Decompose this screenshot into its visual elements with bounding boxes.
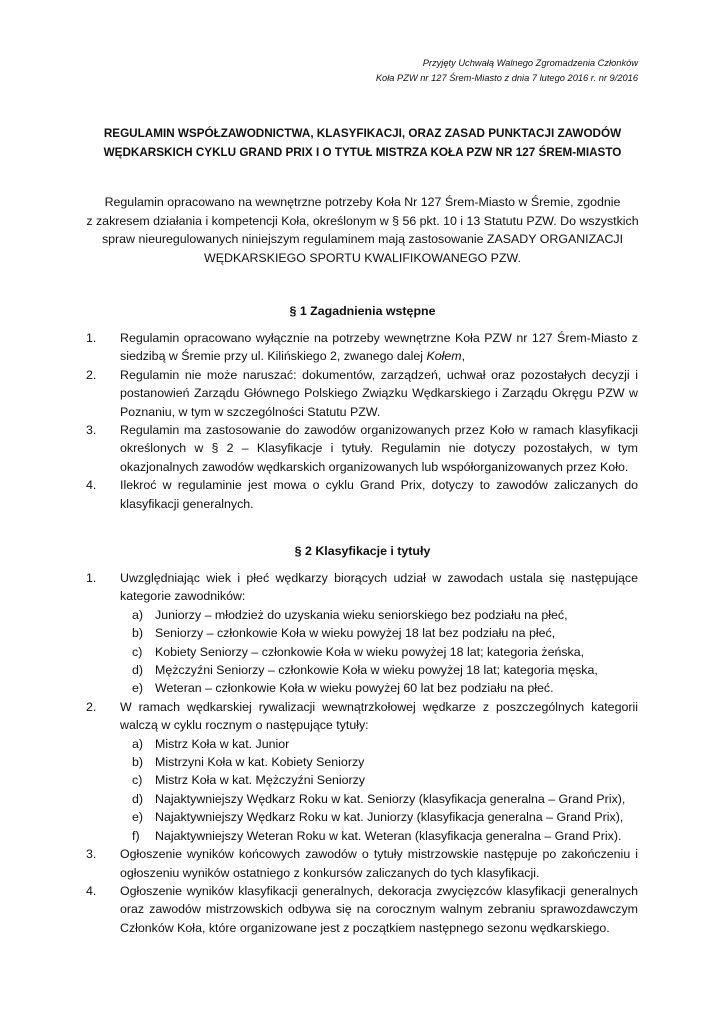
sub-item-text: Juniorzy – młodzież do uzyskania wieku seniorskiego bez podziału na płeć, [155, 607, 568, 622]
intro-line-2: z zakresem działania i kompetencji Koła, określonym w § 56 pkt. 10 i 13 Statutu PZW. Do wszystkich [86, 213, 639, 228]
list-item [80, 329, 638, 366]
adoption-note-line-2: Koła PZW nr 127 Śrem-Miasto z dnia 7 lutego 2016 r. nr 9/2016 [375, 73, 638, 83]
item-number: 3. [86, 847, 97, 862]
item-text: W ramach wędkarskiej rywalizacji wewnątrzkołowej wędkarze z poszczególnych kategorii walczą w cyklu rocznym o następujące tytuły: [120, 699, 638, 733]
sub-item-letter: a) [132, 607, 144, 622]
list-item [80, 698, 638, 735]
item-number: 2. [86, 699, 97, 714]
section-2-list [80, 569, 638, 937]
sub-item [80, 827, 638, 845]
document-title-line-1: REGULAMIN WSPÓŁZAWODNICTWA, KLASYFIKACJI, ORAZ ZASAD PUNKTACJI ZAWODÓW [103, 127, 622, 140]
intro-line-3: spraw nieuregulowanych niniejszym regulaminem mają zastosowanie ZASADY ORGANIZACJI [101, 232, 624, 246]
sub-item-letter: c) [132, 773, 143, 788]
item-number: 2. [86, 367, 97, 382]
intro-line-4: WĘDKARSKIEGO SPORTU KWALIFIKOWANEGO PZW. [204, 250, 521, 265]
sub-item-text: Najaktywniejszy Weteran Roku w kat. Weteran (klasyfikacja generalna – Grand Prix). [155, 828, 622, 843]
sub-item-letter: e) [132, 810, 144, 825]
adoption-note-line-1: Przyjęty Uchwałą Walnego Zgromadzenia Członków [422, 58, 638, 68]
sub-item [80, 679, 638, 697]
sub-item-text: Mistrz Koła w kat. Junior [155, 736, 290, 751]
list-item [80, 366, 638, 421]
adoption-note [238, 56, 638, 86]
sub-item-text: Mistrzyni Koła w kat. Kobiety Seniorzy [155, 755, 365, 770]
sub-item-text: Mężczyźni Seniorzy – członkowie Koła w wieku powyżej 18 lat; kategoria męska, [155, 663, 598, 678]
sub-item-text: Najaktywniejszy Wędkarz Roku w kat. Seniorzy (klasyfikacja generalna – Grand Prix), [155, 791, 626, 806]
sub-item-letter: e) [132, 681, 144, 696]
sub-item [80, 643, 638, 661]
item-text: Ilekroć w regulaminie jest mowa o cyklu Grand Prix, dotyczy to zawodów zaliczanych do klasyfikacji generalnych. [120, 478, 638, 511]
document-title [80, 124, 645, 162]
sub-item-text: Mistrz Koła w kat. Mężczyźni Seniorzy [155, 773, 366, 788]
item-text: Regulamin nie może naruszać: dokumentów, zarządzeń, uchwał oraz pozostałych decyzji i postanowień Zarządu Głównego Polskiego Związku Wędkarskiego i Zarządu Okręgu PZW w Poznaniu, w tym w szczególności Statutu PZW. [120, 367, 638, 419]
sub-item [80, 735, 638, 753]
list-item [80, 569, 638, 606]
sub-item-letter: f) [132, 828, 140, 843]
sub-item [80, 808, 638, 826]
item-emphasis: Kołem [426, 349, 462, 364]
sub-item-letter: d) [132, 791, 144, 806]
sub-item-text: Seniorzy – członkowie Koła w wieku powyżej 18 lat bez podziału na płeć, [155, 626, 556, 641]
document-title-line-2: WĘDKARSKICH CYKLU GRAND PRIX I O TYTUŁ MISTRZA KOŁA PZW NR 127 ŚREM-MIASTO [103, 146, 622, 159]
section-2-heading: § 2 Klasyfikacje i tytuły [294, 544, 431, 558]
sub-item [80, 790, 638, 808]
sub-item [80, 753, 638, 771]
sub-item-letter: b) [132, 755, 144, 770]
sub-item-text: Najaktywniejszy Wędkarz Roku w kat. Juniorzy (klasyfikacja generalna – Grand Prix), [155, 810, 624, 825]
item-number: 1. [86, 571, 97, 585]
list-item [80, 476, 638, 513]
list-item [80, 421, 638, 476]
intro-line-1: Regulamin opracowano na wewnętrzne potrzeby Koła Nr 127 Śrem-Miasto w Śremie, zgodnie [104, 195, 621, 209]
item-text: Regulamin ma zastosowanie do zawodów organizowanych przez Koło w ramach klasyfikacji określonych w § 2 – Klasyfikacje i tytuły. Regulamin nie dotyczy pozostałych, w tym okazjonalnych zawodów wędkarskich organizowanych lub współorganizowanych przez Koło. [120, 423, 638, 474]
section-1-heading: § 1 Zagadnienia wstępne [289, 304, 436, 318]
sub-item-letter: c) [132, 644, 143, 659]
sub-item [80, 606, 638, 624]
sub-item-letter: b) [132, 626, 144, 641]
sub-item-text: Kobiety Seniorzy – członkowie Koła w wieku powyżej 18 lat; kategoria żeńska, [155, 644, 585, 659]
item-text: Uwzględniając wiek i płeć wędkarzy biorących udział w zawodach ustala się następujące kategorie zawodników: [120, 571, 638, 604]
sub-item [80, 661, 638, 679]
item-number: 1. [86, 331, 97, 345]
list-item [80, 845, 638, 882]
item-text: Regulamin opracowano wyłącznie na potrzeby wewnętrzne Koła PZW nr 127 Śrem-Miasto z siedzibą w Śremie przy ul. Kilińskiego 2, zwanego dalej [120, 331, 638, 364]
item-tail: , [461, 349, 466, 364]
sub-item-text: Weteran – członkowie Koła w wieku powyżej 60 lat bez podziału na płeć. [155, 681, 554, 696]
sub-item-letter: a) [132, 736, 144, 751]
item-number: 3. [86, 423, 97, 438]
item-text: Ogłoszenie wyników końcowych zawodów o tytuły mistrzowskie następuje po zakończeniu i ogłoszeniu wyników ostatniego z konkursów zaliczanych do tych klasyfikacji. [120, 847, 638, 880]
sub-item [80, 771, 638, 789]
list-item [80, 882, 638, 937]
sub-item-letter: d) [132, 663, 144, 678]
intro-paragraph [80, 193, 645, 267]
section-1-list [80, 329, 638, 513]
sub-item [80, 624, 638, 642]
item-number: 4. [86, 478, 97, 493]
item-text: Ogłoszenie wyników klasyfikacji generalnych, dekoracja zwycięzców klasyfikacji generalnych oraz zawodów mistrzowskich odbywa się na corocznym walnym zebraniu sprawozdawczym Członków Koła, które organizowane jest z początkiem następnego sezonu wędkarskiego. [120, 883, 638, 935]
item-number: 4. [86, 883, 97, 898]
